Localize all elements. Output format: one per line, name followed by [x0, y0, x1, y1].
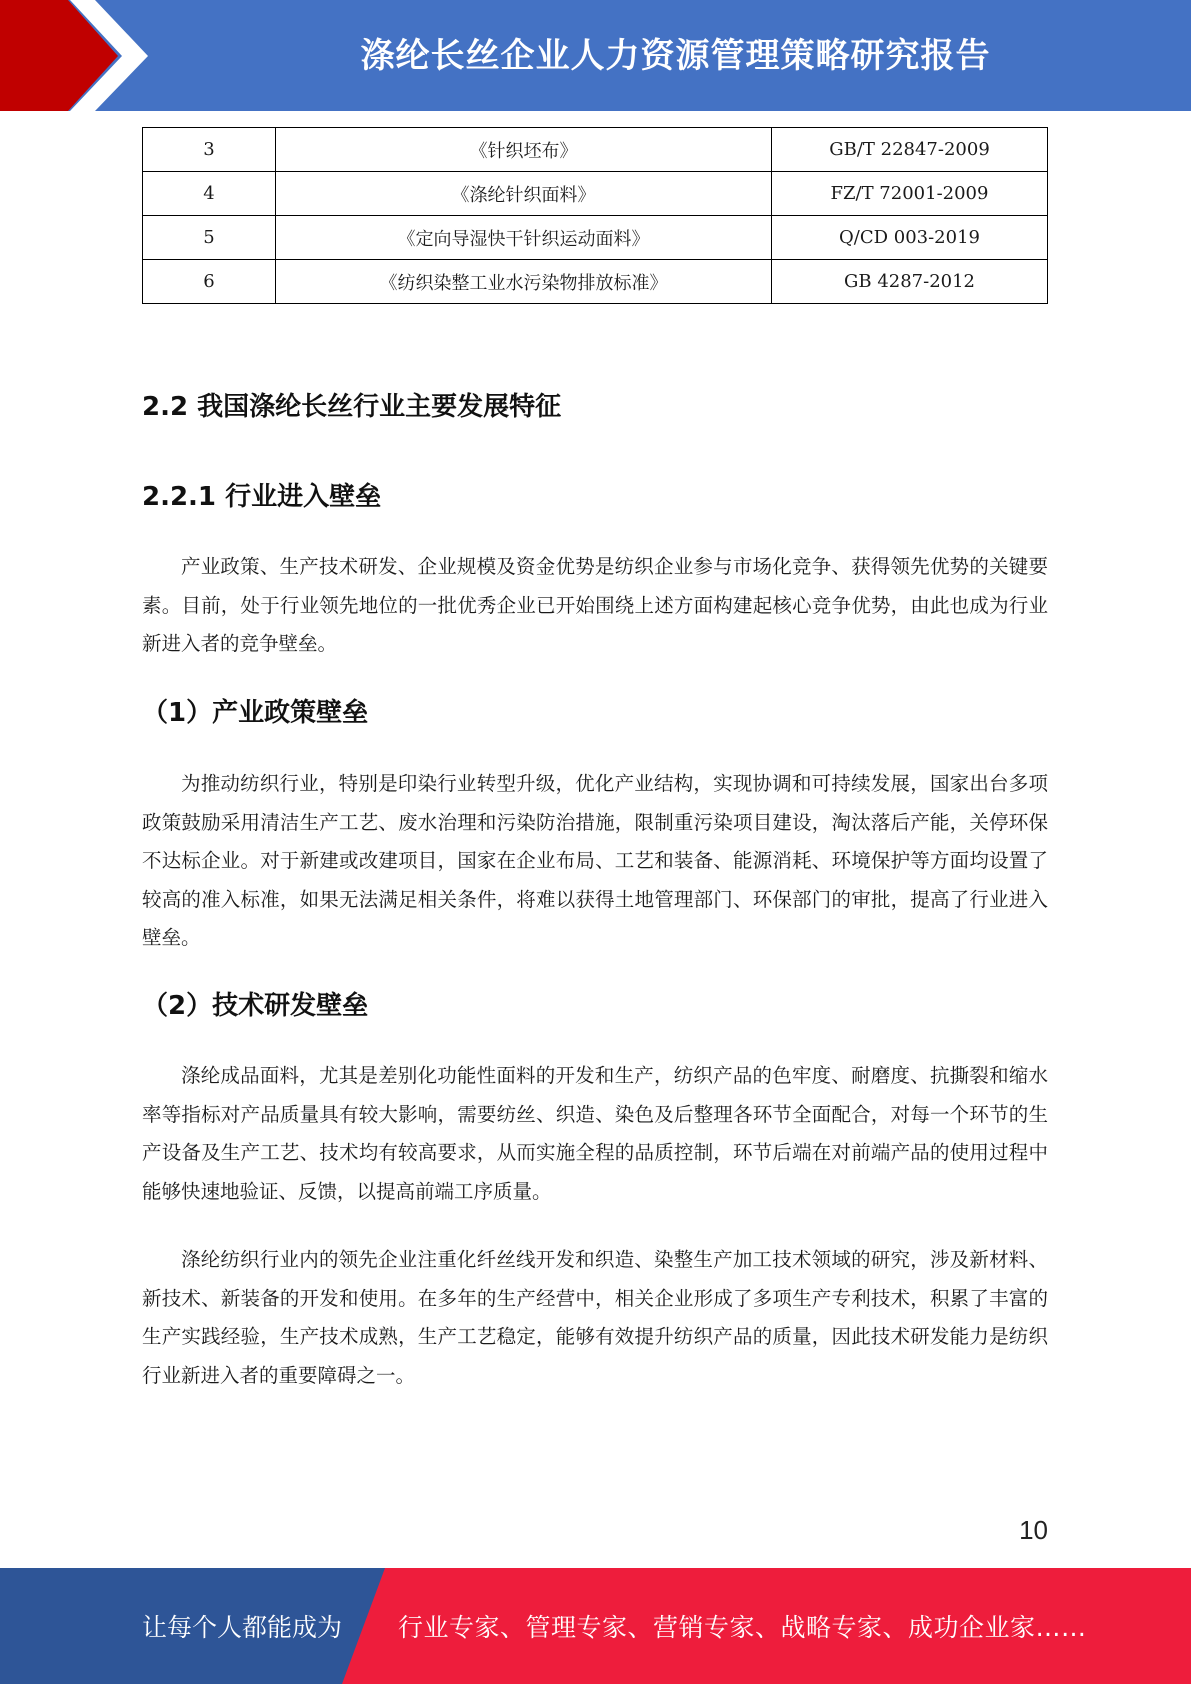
page-footer — [0, 1568, 1191, 1684]
standard-code: Q/CD 003-2019 — [772, 216, 1048, 260]
page-header — [0, 0, 1191, 111]
table-row — [143, 172, 1048, 216]
standard-name: 《涤纶针织面料》 — [276, 172, 772, 216]
row-number: 5 — [143, 216, 276, 260]
standard-name: 《纺织染整工业水污染物排放标准》 — [276, 260, 772, 304]
table-row — [143, 216, 1048, 260]
header-title: 涤纶长丝企业人力资源管理策略研究报告 — [360, 36, 991, 76]
intro-paragraph: 产业政策、生产技术研发、企业规模及资金优势是纺织企业参与市场化竞争、获得领先优势的关键要素。目前，处于行业领先地位的一批优秀企业已开始围绕上述方面构建起核心竞争优势，由此也成为行业新进入者的竞争壁垒。 — [142, 555, 1048, 655]
footer-slogan-left: 让每个人都能成为 — [142, 1613, 343, 1642]
policy-barrier-heading: （1）产业政策壁垒 — [142, 698, 369, 728]
row-number: 6 — [143, 260, 276, 304]
subsection-heading: 2.2.1 行业进入壁垒 — [142, 482, 382, 512]
header-chevron-icon — [0, 0, 160, 111]
footer-slogan-right: 行业专家、管理专家、营销专家、战略专家、成功企业家…… — [398, 1613, 1087, 1642]
standard-name: 《定向导湿快干针织运动面料》 — [276, 216, 772, 260]
page-number: 10 — [1019, 1515, 1048, 1545]
standard-name: 《针织坯布》 — [276, 128, 772, 172]
standards-table — [142, 127, 1048, 304]
section-heading: 2.2 我国涤纶长丝行业主要发展特征 — [142, 392, 562, 422]
row-number: 3 — [143, 128, 276, 172]
row-number: 4 — [143, 172, 276, 216]
table-row — [143, 260, 1048, 304]
standard-code: GB 4287-2012 — [772, 260, 1048, 304]
standard-code: GB/T 22847-2009 — [772, 128, 1048, 172]
policy-barrier-paragraph: 为推动纺织行业，特别是印染行业转型升级，优化产业结构，实现协调和可持续发展，国家出台多项政策鼓励采用清洁生产工艺、废水治理和污染防治措施，限制重污染项目建设，淘汰落后产能，关停环保不达标企业。对于新建或改建项目，国家在企业布局、工艺和装备、能源消耗、环境保护等方面均设置了较高的准入标准，如果无法满足相关条件，将难以获得土地管理部门、环保部门的审批，提高了行业进入壁垒。 — [142, 772, 1048, 949]
standard-code: FZ/T 72001-2009 — [772, 172, 1048, 216]
tech-barrier-heading: （2）技术研发壁垒 — [142, 991, 369, 1021]
tech-barrier-paragraph-1: 涤纶成品面料，尤其是差别化功能性面料的开发和生产，纺织产品的色牢度、耐磨度、抗撕裂和缩水率等指标对产品质量具有较大影响，需要纺丝、织造、染色及后整理各环节全面配合，对每一个环节的生产设备及生产工艺、技术均有较高要求，从而实施全程的品质控制，环节后端在对前端产品的使用过程中能够快速地验证、反馈，以提高前端工序质量。 — [142, 1064, 1048, 1203]
table-row — [143, 128, 1048, 172]
tech-barrier-paragraph-2: 涤纶纺织行业内的领先企业注重化纤丝线开发和织造、染整生产加工技术领域的研究，涉及新材料、新技术、新装备的开发和使用。在多年的生产经营中，相关企业形成了多项生产专利技术，积累了丰富的生产实践经验，生产技术成熟，生产工艺稳定，能够有效提升纺织产品的质量，因此技术研发能力是纺织行业新进入者的重要障碍之一。 — [142, 1248, 1048, 1387]
